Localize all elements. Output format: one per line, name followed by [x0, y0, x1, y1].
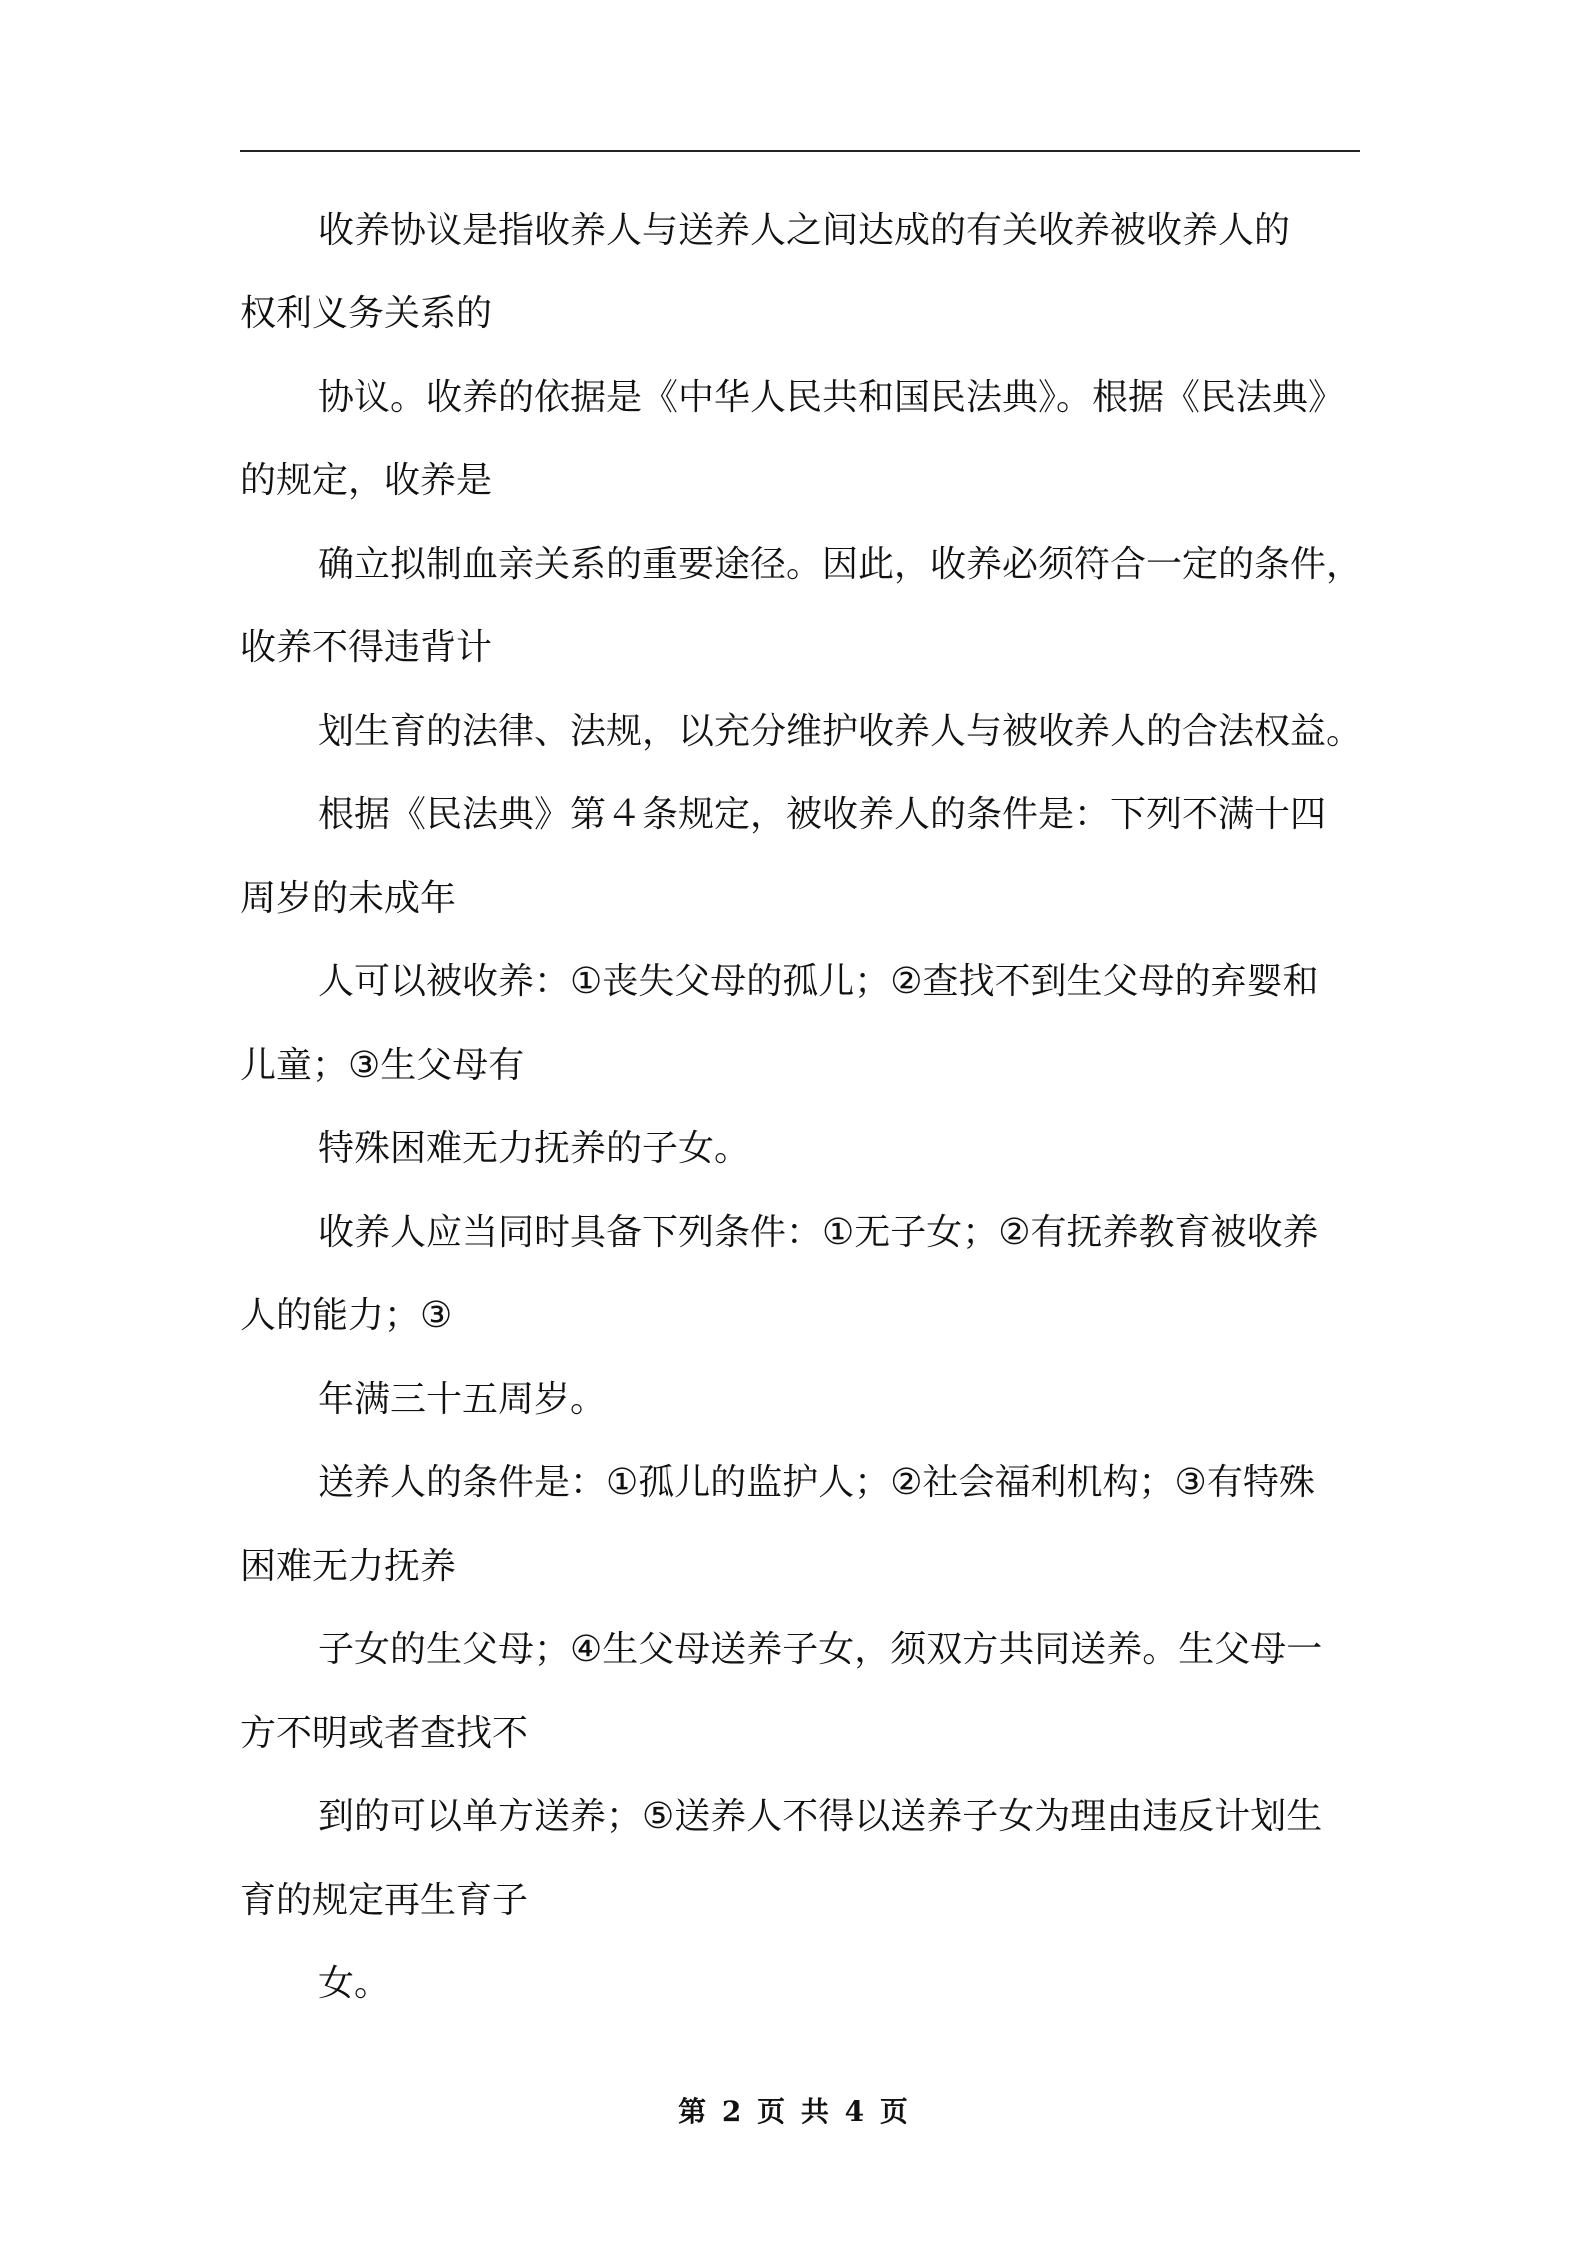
paragraph-line: 协议。收养的依据是《中华人民共和国民法典》。根据《民法典》: [318, 377, 1345, 418]
paragraph-line: 人的能力；③: [240, 1295, 453, 1336]
paragraph-line: 收养协议是指收养人与送养人之间达成的有关收养被收养人的: [318, 210, 1291, 251]
paragraph-line: 特殊困难无力抚养的子女。: [318, 1128, 751, 1169]
paragraph-line: 权利义务关系的: [240, 293, 493, 334]
paragraph-line: 育的规定再生育子: [240, 1880, 529, 1921]
paragraph-line: 儿童；③生父母有: [240, 1045, 525, 1086]
paragraph-line: 到的可以单方送养；⑤送养人不得以送养子女为理由违反计划生: [318, 1796, 1323, 1837]
paragraph-line: 收养不得违背计: [240, 627, 493, 668]
paragraph-line: 子女的生父母；④生父母送养子女，须双方共同送养。生父母一: [318, 1629, 1323, 1670]
paragraph-line: 确立拟制血亲关系的重要途径。因此，收养必须符合一定的条件，: [318, 544, 1363, 585]
paragraph-line: 人可以被收养：①丧失父母的孤儿；②查找不到生父母的弃婴和: [318, 961, 1319, 1002]
paragraph-line: 困难无力抚养: [240, 1546, 457, 1587]
paragraph-line: 收养人应当同时具备下列条件：①无子女；②有抚养教育被收养: [318, 1212, 1319, 1253]
paragraph-line: 年满三十五周岁。: [318, 1379, 607, 1420]
page-number-footer: 第 2 页 共 4 页: [678, 2095, 908, 2128]
header-rule: [240, 150, 1360, 152]
paragraph-line: 送养人的条件是：①孤儿的监护人；②社会福利机构；③有特殊: [318, 1462, 1315, 1503]
paragraph-line: 周岁的未成年: [240, 878, 457, 919]
paragraph-line: 女。: [318, 1963, 391, 2004]
paragraph-line: 划生育的法律、法规，以充分维护收养人与被收养人的合法权益。: [318, 711, 1363, 752]
paragraph-line: 根据《民法典》第４条规定，被收养人的条件是：下列不满十四: [318, 794, 1327, 835]
paragraph-line: 方不明或者查找不: [240, 1713, 529, 1754]
paragraph-line: 的规定，收养是: [240, 460, 493, 501]
